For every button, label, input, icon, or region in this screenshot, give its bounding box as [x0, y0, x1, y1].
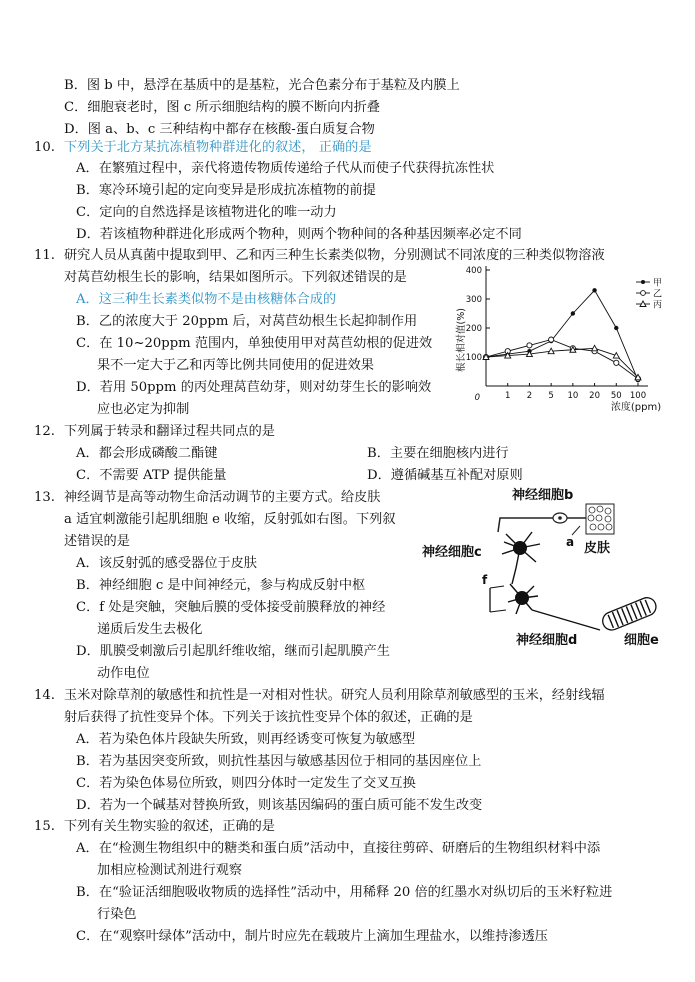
q15-option-b-2: 行染色 — [97, 907, 137, 922]
q14-stem-2: 射后获得了抗性变异个体。下列关于该抗性变异个体的叙述，正确的是 — [64, 710, 473, 725]
prev-option-b: B．图 b 中，悬浮在基质中的是基粒，光合色素分布于基粒及内膜上 — [64, 78, 460, 93]
chart-point-乙 — [527, 343, 532, 348]
neuron-b-axon — [498, 518, 588, 532]
q13-option-b: B．神经细胞 c 是中间神经元，参与构成反射中枢 — [76, 578, 366, 593]
neuron-d — [508, 584, 600, 630]
q13-stem-1: 神经调节是高等动物生命活动调节的主要方式。给皮肤 — [64, 490, 381, 505]
q12-number: 12. — [34, 424, 55, 439]
q12-option-d: D．遵循碱基互补配对原则 — [367, 468, 523, 483]
chart-y-tick-label: 100 — [465, 353, 482, 363]
chart-ylabel: 根长相对值(%) — [456, 308, 467, 372]
q11-option-d-2: 应也必定为抑制 — [97, 402, 190, 417]
chart-x-tick-label: 100 — [629, 391, 647, 401]
q15-option-a-1: A．在“检测生物组织中的糖类和蛋白质”活动中，直接往剪碎、研磨后的生物组织材料中添 — [76, 841, 601, 856]
chart-series-line-乙 — [486, 340, 638, 379]
chart-series-line-甲 — [486, 290, 638, 380]
chart-point-乙 — [614, 360, 619, 365]
q10-number: 10. — [34, 140, 55, 155]
chart-y-tick-label: 300 — [465, 295, 482, 305]
q11-stem-1: 研究人员从真菌中提取到甲、乙和丙三种生长素类似物，分别测试不同浓度的三种类似物溶液 — [64, 248, 605, 263]
q13-option-a: A．该反射弧的感受器位于皮肤 — [76, 556, 257, 571]
chart-legend-marker — [641, 280, 645, 284]
prev-option-c: C．细胞衰老时，图 c 所示细胞结构的膜不断向内折叠 — [64, 100, 380, 115]
q13-option-c-2: 递质后发生去极化 — [97, 622, 203, 637]
q11-option-c-2: 果不一定大于乙和丙等比例共同使用的促进效果 — [97, 358, 374, 373]
chart-point-甲 — [614, 326, 618, 330]
q12-stem: 下列属于转录和翻译过程共同点的是 — [64, 424, 275, 439]
q15-option-c: C．在“观察叶绿体”活动中，制片时应先在载玻片上滴加生理盐水，以维持渗透压 — [76, 929, 548, 944]
q10-stem: 下列关于北方某抗冻植物种群进化的叙述， 正确的是 — [64, 140, 372, 155]
q11-number: 11. — [34, 248, 55, 263]
q14-option-d: D．若为一个碱基对替换所致，则该基因编码的蛋白质可能不发生改变 — [76, 798, 483, 813]
growth-chart — [446, 262, 674, 416]
q10-option-c: C．定向的自然选择是该植物进化的唯一动力 — [76, 205, 337, 220]
q11-option-d-1: D．若用 50ppm 的丙处理莴苣幼芽，则对幼芽生长的影响效 — [76, 380, 432, 395]
q15-option-b-1: B．在“验证活细胞吸收物质的选择性”活动中，用稀释 20 倍的红墨水对纵切后的玉米籽粒进 — [76, 885, 613, 900]
q14-option-a: A．若为染色体片段缺失所致，则再经诱变可恢复为敏感型 — [76, 732, 416, 747]
q11-option-c-1: C．在 10~20ppm 范围内，单独使用甲对莴苣幼根的促进效 — [76, 336, 433, 351]
q12-option-a: A．都会形成磷酸二酯键 — [76, 446, 218, 461]
q15-number: 15. — [34, 819, 55, 834]
skin-label: 皮肤 — [584, 541, 611, 556]
chart-xlabel: 浓度(ppm) — [610, 402, 662, 413]
chart-x-tick-label: 2 — [526, 391, 533, 401]
q15-option-a-2: 加相应检测试剂进行观察 — [97, 863, 243, 878]
chart-x-tick-label: 20 — [589, 391, 600, 401]
q14-stem-1: 玉米对除草剂的敏感性和抗性是一对相对性状。研究人员利用除草剂敏感型的玉米，经射线辐 — [64, 688, 605, 703]
q10-option-a: A．在繁殖过程中，亲代将遗传物质传递给子代从而使子代获得抗冻性状 — [76, 161, 495, 176]
chart-legend-marker — [641, 291, 646, 296]
q12-option-b: B．主要在细胞核内进行 — [367, 446, 509, 461]
q11-option-b: B．乙的浓度大于 20ppm 后，对莴苣幼根生长起抑制作用 — [76, 314, 418, 329]
q13-stem-3: 述错误的是 — [64, 534, 130, 549]
chart-y-tick-label: 200 — [465, 324, 482, 334]
q14-option-b: B．若为基因突变所致，则抗性基因与敏感基因位于相同的基因座位上 — [76, 754, 482, 769]
chart-point-乙 — [549, 337, 554, 342]
chart-y-tick-label: 400 — [465, 266, 482, 276]
chart-y-tick-label: 0 — [474, 393, 480, 403]
neuron-b-label: 神经细胞b — [512, 488, 574, 503]
q10-option-b: B．寒冷环境引起的定向变异是形成抗冻植物的前提 — [76, 183, 376, 198]
q14-option-c: C．若为染色体易位所致，则四分体时一定发生了交叉互换 — [76, 776, 416, 791]
q15-stem: 下列有关生物实验的叙述，正确的是 — [64, 819, 275, 834]
chart-x-tick-label: 5 — [548, 391, 554, 401]
chart-legend-label: 甲 — [653, 278, 663, 289]
chart-legend-label: 丙 — [653, 300, 663, 311]
chart-point-甲 — [592, 288, 596, 292]
skin-tissue — [586, 504, 614, 534]
q13-option-c-1: C．f 处是突触，突触后膜的受体接受前膜释放的神经 — [76, 600, 386, 615]
q13-option-d-1: D．肌膜受刺激后引起肌纤维收缩，继而引起肌膜产生 — [76, 644, 390, 659]
chart-x-tick-label: 50 — [610, 391, 622, 401]
neuron-c — [502, 532, 540, 584]
neuron-d-label: 神经细胞d — [516, 633, 578, 648]
label-f: f — [482, 573, 488, 587]
label-a: a — [566, 535, 575, 549]
chart-legend-label: 乙 — [653, 289, 663, 300]
chart-x-tick-label: 1 — [505, 391, 511, 401]
neuron-c-label: 神经细胞c — [422, 545, 482, 560]
q13-number: 13. — [34, 490, 55, 505]
chart-x-tick-label: 10 — [567, 391, 579, 401]
chart-point-甲 — [571, 311, 575, 315]
muscle-cell-e — [600, 595, 659, 633]
q14-number: 14. — [34, 688, 55, 703]
q11-stem-2: 对莴苣幼根生长的影响，结果如图所示。下列叙述错误的是 — [64, 270, 407, 285]
q13-stem-2: a 适宜刺激能引起肌细胞 e 收缩，反射弧如右图。下列叙 — [64, 512, 396, 527]
q11-option-a: A．这三种生长素类似物不是由核糖体合成的 — [76, 292, 337, 307]
reflex-arc-diagram — [420, 482, 682, 660]
q13-option-d-2: 动作电位 — [97, 666, 150, 681]
cell-e-label: 细胞e — [624, 633, 659, 648]
prev-option-d: D．图 a、b、c 三种结构中都存在核酸-蛋白质复合物 — [64, 122, 375, 137]
q10-option-d: D．若该植物种群进化形成两个物种，则两个物种间的各种基因频率必定不同 — [76, 227, 522, 242]
q12-option-c: C．不需要 ATP 提供能量 — [76, 468, 227, 483]
